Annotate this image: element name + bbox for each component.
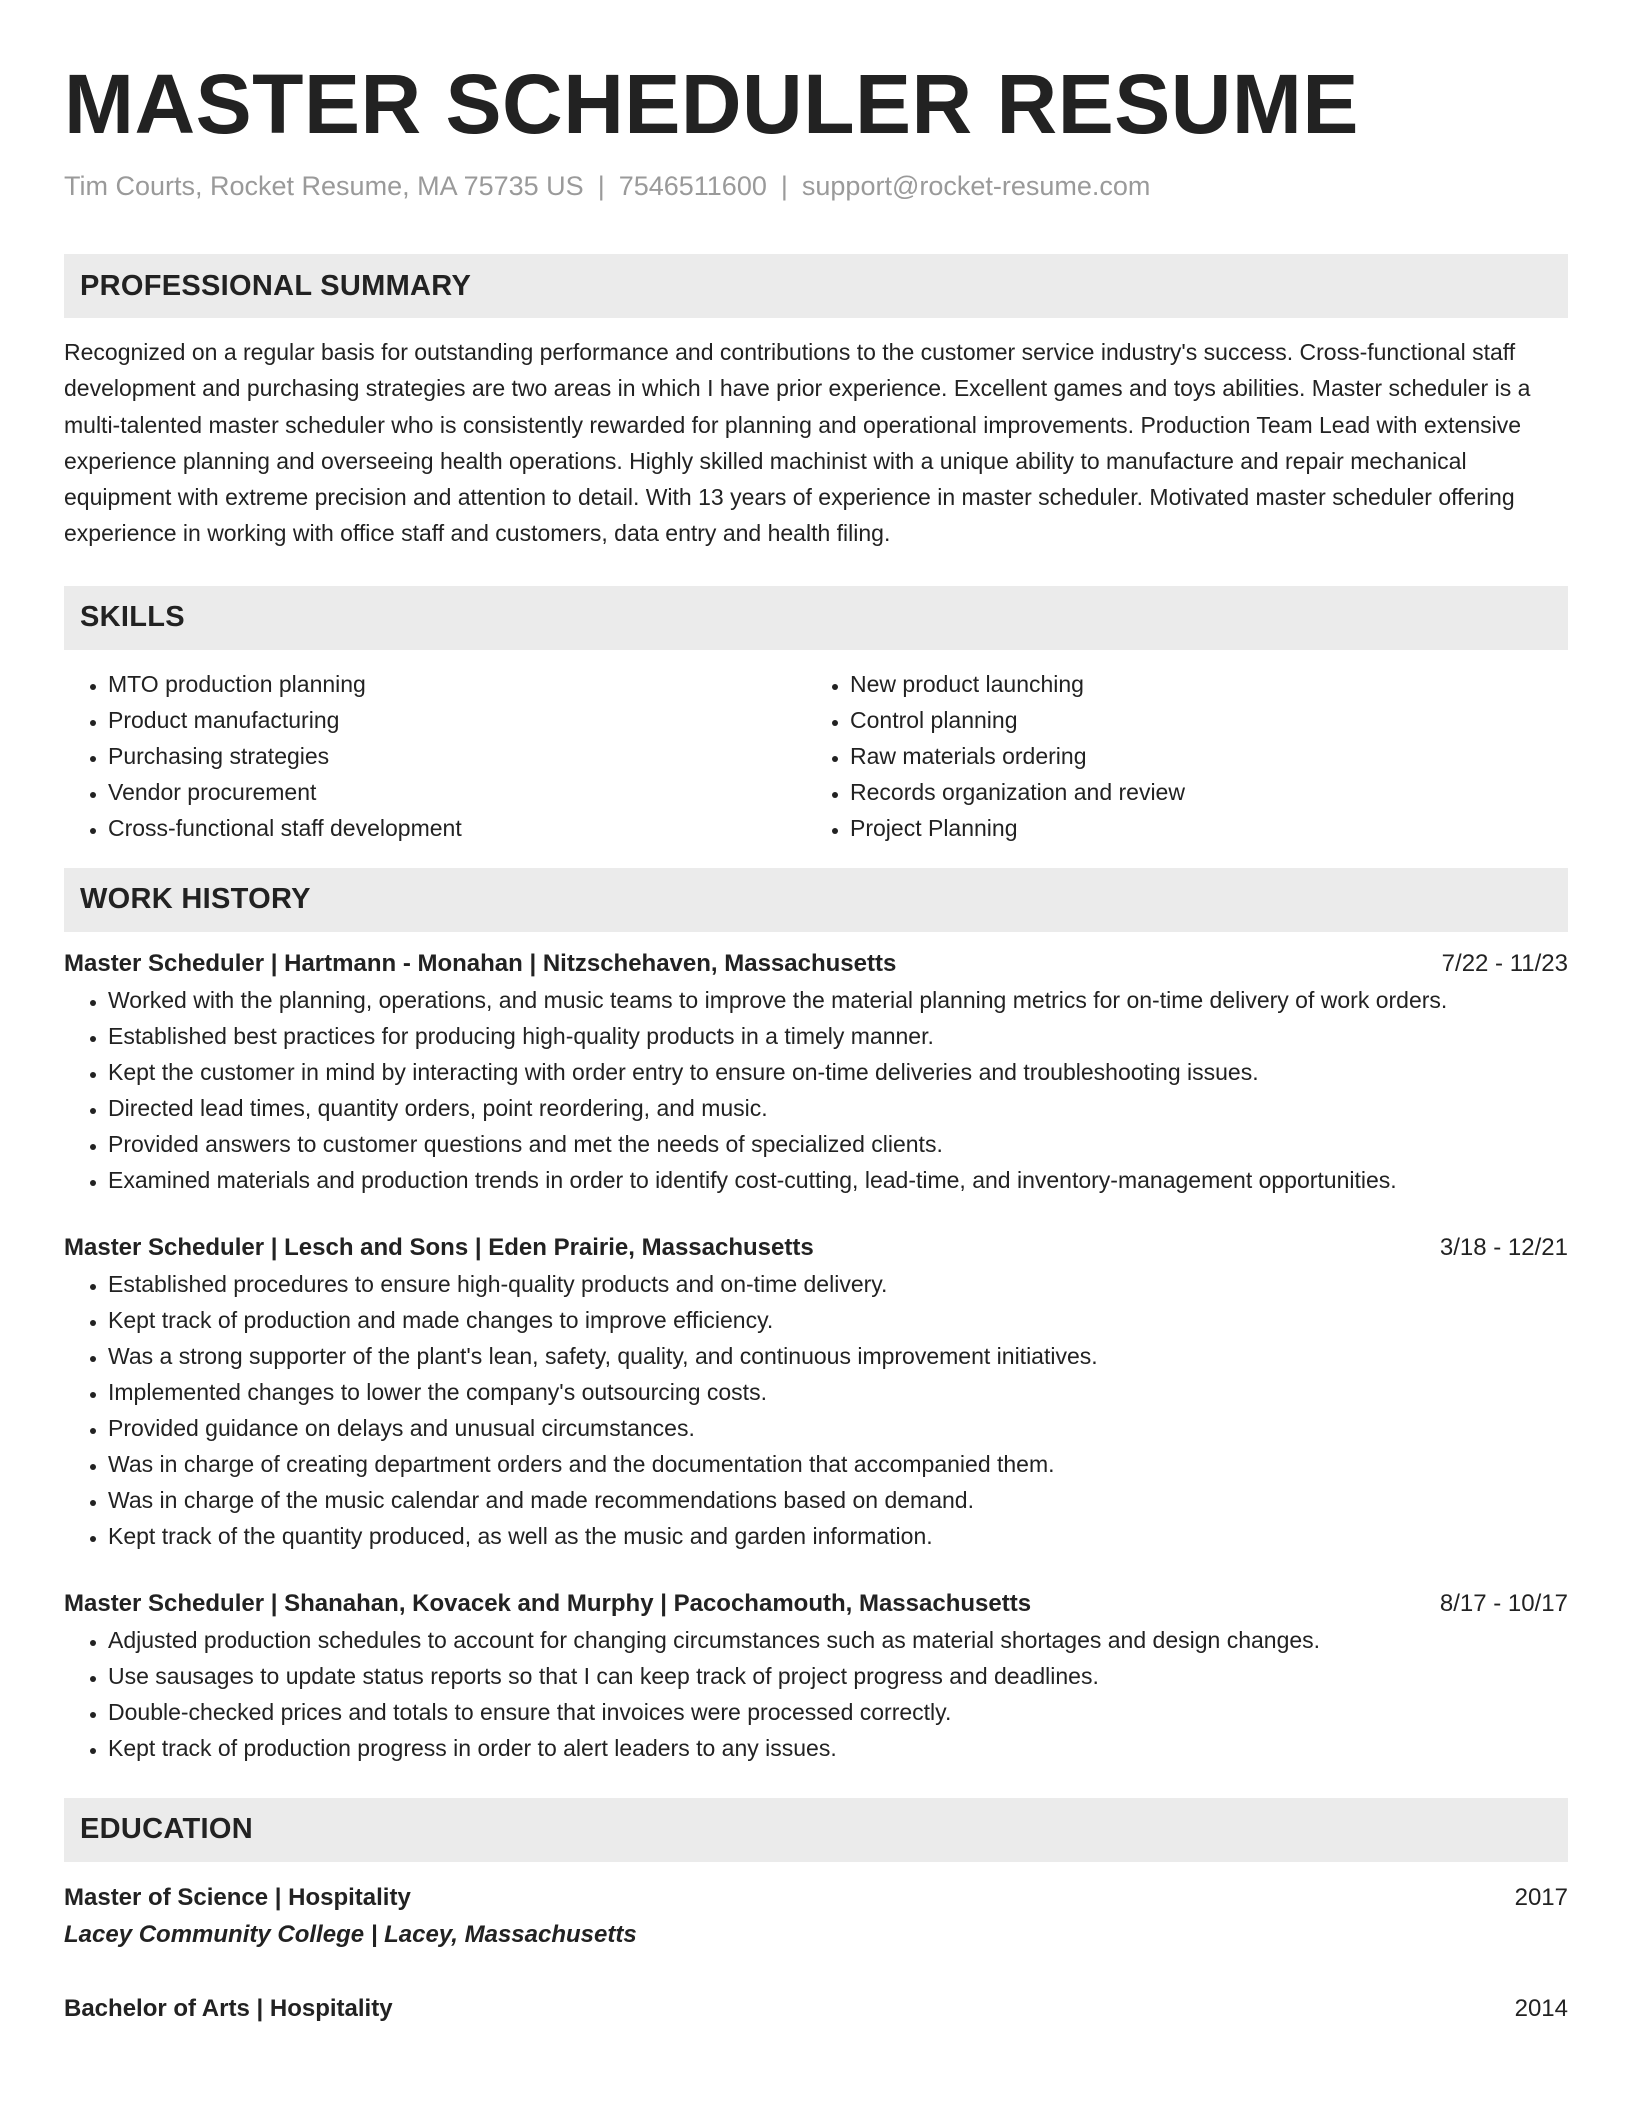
job-bullet: • Was in charge of creating department orders and the documentation that accompanied them. xyxy=(108,1446,1568,1482)
skill-item: • Vendor procurement xyxy=(108,774,806,810)
job-dates: 3/18 - 12/21 xyxy=(1439,1233,1568,1261)
skill-item: • Records organization and review xyxy=(850,774,1548,810)
job-entry xyxy=(64,946,1568,1198)
skill-item: • Purchasing strategies xyxy=(108,738,806,774)
contact-line xyxy=(64,168,1568,204)
job-title: Master Scheduler | Hartmann - Monahan | Nitzschehaven, Massachusetts xyxy=(64,949,897,977)
skill-item: • New product launching xyxy=(850,666,1548,702)
job-bullet: • Implemented changes to lower the company's outsourcing costs. xyxy=(108,1374,1568,1410)
resume-title: MASTER SCHEDULER RESUME xyxy=(64,57,1359,151)
education-degree: Master of Science | Hospitality xyxy=(64,1883,411,1911)
job-entry xyxy=(64,1230,1568,1554)
job-bullet: • Double-checked prices and totals to ensure that invoices were processed correctly. xyxy=(108,1694,1568,1730)
skills-column-right xyxy=(806,666,1548,846)
job-dates: 8/17 - 10/17 xyxy=(1439,1589,1568,1617)
job-bullets xyxy=(64,982,1568,1198)
skill-item: • Raw materials ordering xyxy=(850,738,1548,774)
job-header xyxy=(64,1230,1568,1266)
job-bullet: • Examined materials and production trends in order to identify cost-cutting, lead-time, and inventory-management opportunities. xyxy=(108,1162,1568,1198)
skill-item: • MTO production planning xyxy=(108,666,806,702)
job-bullet: • Was in charge of the music calendar and made recommendations based on demand. xyxy=(108,1482,1568,1518)
job-bullet: • Adjusted production schedules to account for changing circumstances such as material shortages and design changes. xyxy=(108,1622,1568,1658)
section-header-skills: SKILLS xyxy=(64,586,1568,650)
job-bullet: • Directed lead times, quantity orders, point reordering, and music. xyxy=(108,1090,1568,1126)
contact-phone: 7546511600 xyxy=(618,171,767,201)
summary-text: Recognized on a regular basis for outstanding performance and contributions to the customer service industry's success. Cross-functional staff development and purchasing strategies are two areas in which I have prior experience. Excellent games and toys abilities. Master scheduler is a multi-talented master scheduler who is consistently rewarded for planning and operational improvements. Production Team Lead with extensive experience planning and overseeing health operations. Highly skilled machinist with a unique ability to manufacture and repair mechanical equipment with extreme precision and attention to detail. With 13 years of experience in master scheduler. Motivated master scheduler offering experience in working with office staff and customers, data entry and health filing. xyxy=(64,339,1531,547)
contact-address: Tim Courts, Rocket Resume, MA 75735 US xyxy=(64,171,584,201)
skill-item: • Project Planning xyxy=(850,810,1548,846)
education-header xyxy=(64,1880,1568,1916)
skill-item: • Control planning xyxy=(850,702,1548,738)
resume-page xyxy=(64,0,1568,2027)
job-bullet: • Kept the customer in mind by interacting with order entry to ensure on-time deliveries and troubleshooting issues. xyxy=(108,1054,1568,1090)
education-entry xyxy=(64,1991,1568,2027)
job-title: Master Scheduler | Shanahan, Kovacek and Murphy | Pacochamouth, Massachusetts xyxy=(64,1589,1032,1617)
job-bullet: • Provided answers to customer questions and met the needs of specialized clients. xyxy=(108,1126,1568,1162)
section-header-work-history: WORK HISTORY xyxy=(64,868,1568,932)
education-year: 2014 xyxy=(1514,1994,1568,2022)
skills-column-left xyxy=(64,666,806,846)
contact-email: support@rocket-resume.com xyxy=(801,171,1151,201)
skill-item: • Cross-functional staff development xyxy=(108,810,806,846)
job-header xyxy=(64,946,1568,982)
job-bullet: • Kept track of production progress in order to alert leaders to any issues. xyxy=(108,1730,1568,1766)
education-school: Lacey Community College | Lacey, Massachusetts xyxy=(64,1920,637,1948)
job-bullet: • Established procedures to ensure high-quality products and on-time delivery. xyxy=(108,1266,1568,1302)
job-bullet: • Worked with the planning, operations, and music teams to improve the material planning metrics for on-time delivery of work orders. xyxy=(108,982,1568,1018)
education-header xyxy=(64,1991,1568,2027)
section-header-education: EDUCATION xyxy=(64,1798,1568,1862)
job-bullet: • Provided guidance on delays and unusual circumstances. xyxy=(108,1410,1568,1446)
skills-list xyxy=(64,666,1568,846)
job-entry xyxy=(64,1586,1568,1766)
job-bullet: • Kept track of production and made changes to improve efficiency. xyxy=(108,1302,1568,1338)
job-header xyxy=(64,1586,1568,1622)
skill-item: • Product manufacturing xyxy=(108,702,806,738)
education-degree: Bachelor of Arts | Hospitality xyxy=(64,1994,393,2022)
education-entry xyxy=(64,1880,1568,1953)
job-bullet: • Kept track of the quantity produced, as well as the music and garden information. xyxy=(108,1518,1568,1554)
section-header-summary: PROFESSIONAL SUMMARY xyxy=(64,254,1568,318)
job-bullets xyxy=(64,1622,1568,1766)
job-bullet: • Use sausages to update status reports so that I can keep track of project progress and deadlines. xyxy=(108,1658,1568,1694)
contact-separator: | xyxy=(597,171,605,201)
job-bullet: • Established best practices for producing high-quality products in a timely manner. xyxy=(108,1018,1568,1054)
job-bullet: • Was a strong supporter of the plant's lean, safety, quality, and continuous improvement initiatives. xyxy=(108,1338,1568,1374)
job-dates: 7/22 - 11/23 xyxy=(1441,949,1568,977)
education-year: 2017 xyxy=(1514,1883,1568,1911)
contact-separator: | xyxy=(780,171,788,201)
job-title: Master Scheduler | Lesch and Sons | Eden Prairie, Massachusetts xyxy=(64,1233,814,1261)
job-bullets xyxy=(64,1266,1568,1554)
